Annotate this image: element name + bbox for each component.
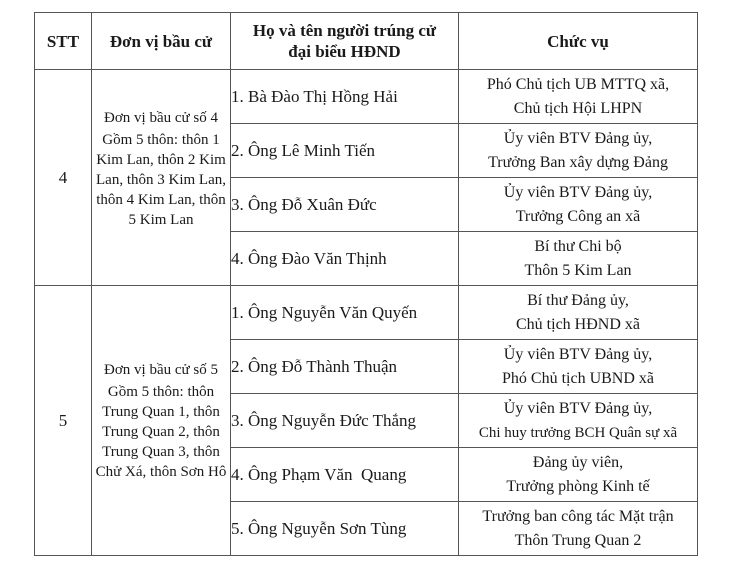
candidate-name: 5. Ông Nguyễn Sơn Tùng <box>231 502 459 556</box>
role-line: Trưởng ban công tác Mặt trận <box>482 507 674 525</box>
candidate-name: 4. Ông Đào Văn Thịnh <box>231 232 459 286</box>
candidate-role <box>459 124 698 178</box>
role-line: Bí thư Đảng ủy, <box>527 291 629 309</box>
role-line: Chủ tịch HĐND xã <box>516 315 640 333</box>
table-row <box>35 70 698 124</box>
header-name-line1: Họ và tên người trúng cử <box>252 21 437 40</box>
candidate-role <box>459 232 698 286</box>
role-line: Trưởng phòng Kinh tế <box>506 477 650 495</box>
role-line: Ủy viên BTV Đảng ủy, <box>503 183 653 201</box>
header-stt: STT <box>35 13 92 70</box>
role-line: Thôn Trung Quan 2 <box>514 531 642 549</box>
unit-description: Gồm 5 thôn: thôn 1 Kim Lan, thôn 2 Kim Lan, thôn 3 Kim Lan, thôn 4 Kim Lan, thôn 5 Kim Lan <box>96 132 226 228</box>
table-row <box>35 286 698 340</box>
unit-title: Đơn vị bầu cử số 4 <box>104 110 218 126</box>
unit-title: Đơn vị bầu cử số 5 <box>104 361 218 378</box>
candidate-name: 3. Ông Đỗ Xuân Đức <box>231 178 459 232</box>
stt-cell: 5 <box>35 286 92 556</box>
candidate-role <box>459 394 698 448</box>
role-line: Phó Chủ tịch UBND xã <box>502 369 654 387</box>
header-name-line2: đại biểu HĐND <box>288 42 401 61</box>
candidate-role <box>459 286 698 340</box>
header-unit: Đơn vị bầu cử <box>92 13 231 70</box>
role-line: Ủy viên BTV Đảng ủy, <box>503 129 653 147</box>
unit-cell <box>92 286 231 556</box>
candidate-role <box>459 502 698 556</box>
candidate-name: 4. Ông Phạm Văn Quang <box>231 448 459 502</box>
candidate-name: 2. Ông Lê Minh Tiến <box>231 124 459 178</box>
role-line: Trưởng Ban xây dựng Đảng <box>488 153 668 171</box>
candidate-role <box>459 70 698 124</box>
candidate-name: 2. Ông Đỗ Thành Thuận <box>231 340 459 394</box>
role-line: Ủy viên BTV Đảng ủy, <box>503 399 653 417</box>
candidate-name: 1. Ông Nguyễn Văn Quyến <box>231 286 459 340</box>
candidate-name: 1. Bà Đào Thị Hồng Hải <box>231 70 459 124</box>
header-row <box>35 13 698 70</box>
unit-description: Gồm 5 thôn: thôn Trung Quan 1, thôn Trung Quan 2, thôn Trung Quan 3, thôn Chử Xá, thôn Sơn Hô <box>95 383 227 480</box>
unit-cell <box>92 70 231 286</box>
header-name <box>231 13 459 70</box>
role-line: Chủ tịch Hội LHPN <box>513 99 643 117</box>
role-line: Trưởng Công an xã <box>515 207 641 225</box>
role-line: Thôn 5 Kim Lan <box>524 261 632 279</box>
election-results-table <box>34 12 698 556</box>
header-role: Chức vụ <box>459 13 698 70</box>
role-line: Đảng ủy viên, <box>532 453 624 471</box>
candidate-name: 3. Ông Nguyễn Đức Thắng <box>231 394 459 448</box>
candidate-role <box>459 340 698 394</box>
candidate-role <box>459 448 698 502</box>
role-line: Bí thư Chi bộ <box>534 237 622 255</box>
role-line: Phó Chủ tịch UB MTTQ xã, <box>486 75 670 93</box>
role-line: Ủy viên BTV Đảng ủy, <box>503 345 653 363</box>
candidate-role <box>459 178 698 232</box>
stt-cell: 4 <box>35 70 92 286</box>
role-line: Chi huy trưởng BCH Quân sự xã <box>478 424 678 441</box>
